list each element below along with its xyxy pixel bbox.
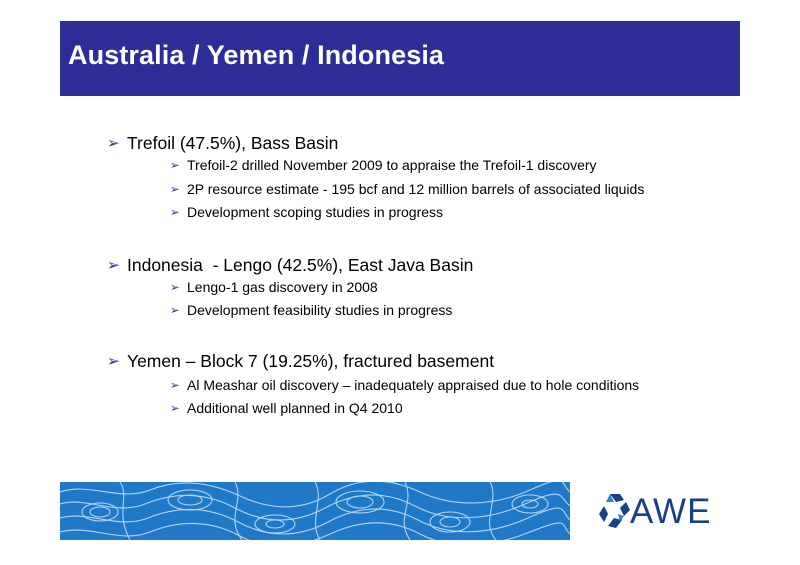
section-heading-text: Trefoil (47.5%), Bass Basin bbox=[127, 133, 339, 153]
list-item bbox=[170, 302, 453, 318]
list-item-text: Development scoping studies in progress bbox=[187, 204, 444, 220]
list-item bbox=[170, 400, 403, 416]
awe-logo-text: AWE bbox=[630, 492, 712, 531]
section-heading bbox=[107, 351, 495, 372]
arrow-bullet-icon: ➢ bbox=[170, 305, 180, 317]
arrow-bullet-icon: ➢ bbox=[170, 207, 180, 219]
arrow-bullet-icon: ➢ bbox=[170, 282, 180, 294]
arrow-bullet-icon: ➢ bbox=[107, 353, 120, 370]
list-item bbox=[170, 204, 444, 220]
arrow-bullet-icon: ➢ bbox=[107, 257, 120, 274]
list-item-text: Al Meashar oil discovery – inadequately appraised due to hole conditions bbox=[187, 377, 640, 393]
section-heading-text: Yemen – Block 7 (19.25%), fractured basement bbox=[127, 351, 495, 371]
awe-logo-icon bbox=[596, 490, 632, 534]
arrow-bullet-icon: ➢ bbox=[170, 380, 180, 392]
list-item-text: Additional well planned in Q4 2010 bbox=[187, 400, 403, 416]
list-item bbox=[170, 377, 640, 393]
list-item bbox=[170, 181, 645, 197]
section-heading-text: Indonesia - Lengo (42.5%), East Java Basin bbox=[127, 255, 474, 275]
list-item bbox=[170, 157, 597, 173]
page-title: Australia / Yemen / Indonesia bbox=[68, 40, 445, 70]
list-item-text: Lengo-1 gas discovery in 2008 bbox=[187, 279, 378, 295]
section-heading bbox=[107, 133, 339, 154]
arrow-bullet-icon: ➢ bbox=[170, 403, 180, 415]
list-item-text: 2P resource estimate - 195 bcf and 12 million barrels of associated liquids bbox=[187, 181, 645, 197]
section-heading bbox=[107, 255, 474, 276]
arrow-bullet-icon: ➢ bbox=[170, 160, 180, 172]
arrow-bullet-icon: ➢ bbox=[170, 184, 180, 196]
list-item-text: Development feasibility studies in progress bbox=[187, 302, 453, 318]
list-item-text: Trefoil-2 drilled November 2009 to appraise the Trefoil-1 discovery bbox=[187, 157, 597, 173]
list-item bbox=[170, 279, 378, 295]
arrow-bullet-icon: ➢ bbox=[107, 135, 120, 152]
footer-contour-map-image bbox=[60, 482, 570, 540]
